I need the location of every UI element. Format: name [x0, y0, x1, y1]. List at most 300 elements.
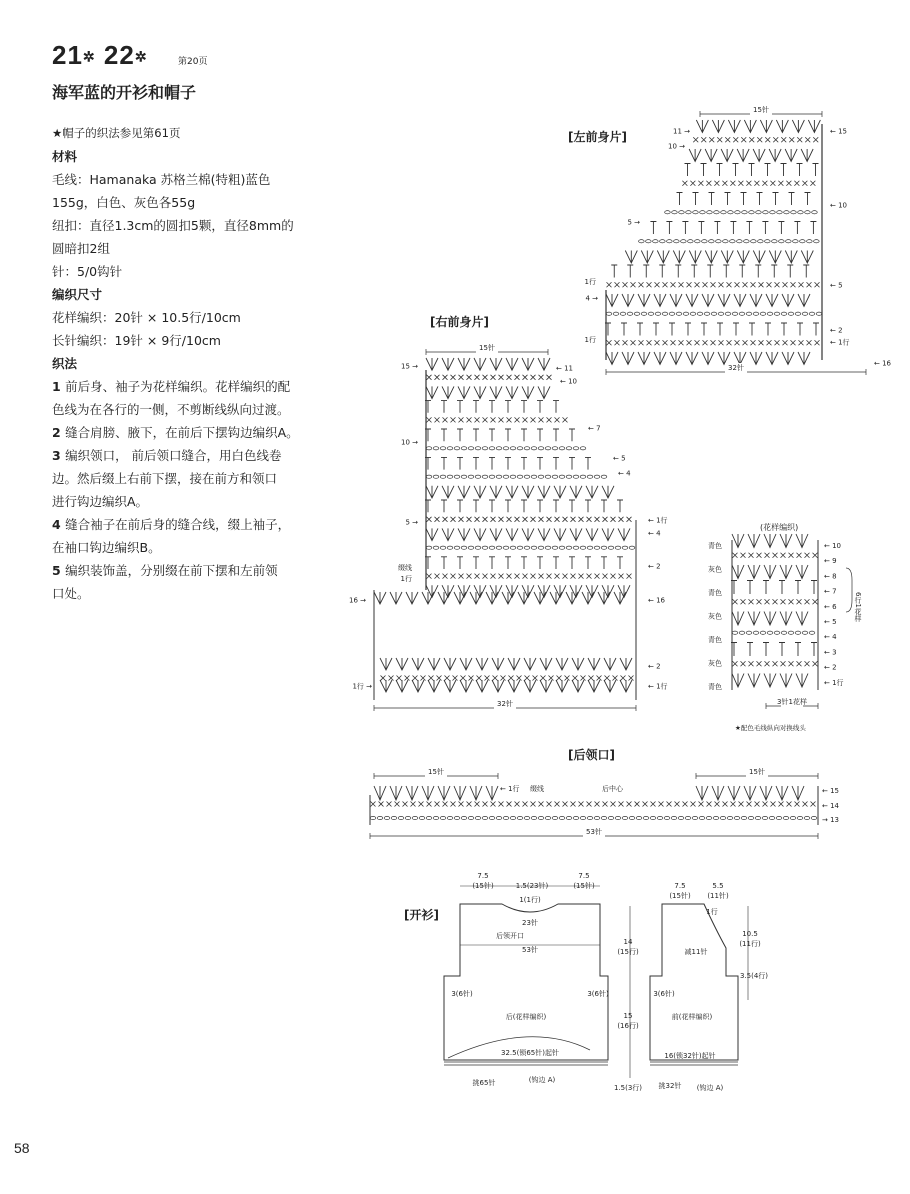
yarn-color-label: 青色	[708, 589, 722, 597]
chain-stitch	[447, 816, 453, 819]
sc-stitch	[547, 574, 552, 579]
sc-stitch	[579, 517, 584, 522]
cardigan-schematic	[444, 872, 768, 1092]
sc-stitch	[587, 802, 592, 807]
chain-stitch	[685, 816, 691, 819]
chain-stitch	[770, 211, 776, 214]
sc-stitch	[643, 802, 648, 807]
sc-stitch	[621, 676, 626, 681]
dc-stitch	[505, 557, 511, 569]
fan-stitch	[705, 251, 717, 264]
dc-stitch	[553, 429, 559, 441]
chain-stitch	[510, 447, 516, 450]
dc-stitch	[813, 164, 819, 177]
sc-stitch	[539, 517, 544, 522]
sc-stitch	[786, 181, 791, 186]
chain-stitch	[461, 475, 467, 478]
sc-stitch	[711, 340, 716, 345]
sc-stitch	[655, 340, 660, 345]
fan-stitch	[702, 352, 714, 365]
sc-stitch	[687, 282, 692, 287]
chain-stitch	[503, 816, 509, 819]
dimension-label: 23针	[522, 919, 538, 927]
sc-stitch	[659, 802, 664, 807]
right-front-title: [右前身片]	[430, 315, 489, 329]
pattern-bottom-width-label: 3针1花样	[777, 698, 807, 706]
sc-stitch	[771, 802, 776, 807]
sc-stitch	[587, 517, 592, 522]
chain-stitch	[433, 816, 439, 819]
chain-stitch	[629, 546, 635, 549]
dimension-label: (15行)	[617, 948, 639, 956]
sc-stitch	[493, 676, 498, 681]
fan-stitch	[522, 486, 534, 498]
sc-stitch	[467, 375, 472, 380]
sc-stitch	[499, 574, 504, 579]
row-number-label: ← 1行	[500, 785, 520, 793]
sc-stitch	[722, 181, 727, 186]
dc-stitch	[521, 557, 527, 569]
chain-stitch	[713, 816, 719, 819]
sc-stitch	[690, 181, 695, 186]
method-heading: 织法	[52, 356, 78, 371]
fan-stitch	[380, 680, 392, 692]
sc-stitch	[751, 282, 756, 287]
chain-stitch	[573, 546, 579, 549]
fan-stitch	[380, 658, 392, 670]
sc-stitch	[549, 676, 554, 681]
dc-stitch	[627, 265, 633, 278]
sc-stitch	[427, 802, 432, 807]
sc-stitch	[727, 282, 732, 287]
sc-stitch	[683, 802, 688, 807]
fan-stitch	[454, 786, 466, 800]
dc-stitch	[787, 265, 793, 278]
chain-stitch	[711, 312, 717, 315]
chain-stitch	[720, 816, 726, 819]
sc-stitch	[435, 417, 440, 422]
sc-stitch	[754, 181, 759, 186]
chain-stitch	[786, 240, 792, 243]
dc-stitch	[733, 164, 739, 177]
fan-stitch	[556, 658, 568, 670]
chain-stitch	[655, 312, 661, 315]
chain-stitch	[489, 816, 495, 819]
back-neck-left-width-label: 15针	[428, 768, 444, 776]
fan-stitch	[602, 486, 614, 498]
sc-stitch	[741, 661, 746, 666]
sc-stitch	[773, 599, 778, 604]
sc-stitch	[746, 181, 751, 186]
row-number-label: 缀线	[530, 785, 544, 793]
fan-stitch	[554, 528, 566, 540]
sc-stitch	[811, 802, 816, 807]
chain-stitch	[728, 211, 734, 214]
dimension-label: 10.5	[742, 930, 758, 938]
sc-stitch	[747, 802, 752, 807]
fan-stitch	[458, 486, 470, 498]
dc-stitch	[797, 323, 803, 336]
dc-stitch	[637, 323, 643, 336]
chain-stitch	[798, 211, 804, 214]
sc-stitch	[623, 340, 628, 345]
chain-stitch	[791, 211, 797, 214]
sc-stitch	[615, 340, 620, 345]
sc-stitch	[603, 574, 608, 579]
sc-stitch	[810, 181, 815, 186]
sc-stitch	[555, 417, 560, 422]
chain-stitch	[744, 240, 750, 243]
chain-stitch	[426, 546, 432, 549]
pattern-number-b: 22	[103, 40, 135, 70]
chain-stitch	[732, 631, 738, 634]
dc-stitch	[701, 164, 707, 177]
yarn-color-label: 青色	[708, 542, 722, 550]
sc-stitch	[733, 137, 738, 142]
sc-stitch	[698, 181, 703, 186]
fan-stitch	[769, 251, 781, 264]
sc-stitch	[765, 137, 770, 142]
dc-stitch	[746, 222, 752, 235]
dimension-label: (16行)	[617, 1022, 639, 1030]
fan-stitch	[760, 786, 772, 800]
fan-stitch	[780, 565, 792, 579]
fan-stitch	[721, 149, 733, 162]
left-front-chart	[585, 105, 892, 375]
fan-stitch	[586, 528, 598, 540]
step-text: 缝合袖子在前后身的缝合线，缀上袖子，	[65, 517, 291, 532]
sc-stitch	[539, 375, 544, 380]
sc-stitch	[443, 802, 448, 807]
sc-stitch	[563, 574, 568, 579]
row-number-label: 1行	[584, 336, 596, 344]
dimension-label: (15针)	[573, 882, 595, 890]
sc-stitch	[723, 802, 728, 807]
chain-stitch	[807, 240, 813, 243]
fan-stitch	[428, 658, 440, 670]
chain-stitch	[622, 816, 628, 819]
fan-stitch	[673, 251, 685, 264]
sc-stitch	[611, 517, 616, 522]
fan-stitch	[442, 528, 454, 540]
chain-stitch	[627, 312, 633, 315]
chain-stitch	[545, 447, 551, 450]
step-text: 在袖口钩边编织B。	[52, 540, 161, 555]
sc-stitch	[615, 282, 620, 287]
chain-stitch	[723, 240, 729, 243]
sc-stitch	[741, 553, 746, 558]
sc-stitch	[443, 517, 448, 522]
dc-stitch	[765, 323, 771, 336]
sc-stitch	[743, 340, 748, 345]
chain-stitch	[475, 816, 481, 819]
chain-stitch	[475, 546, 481, 549]
sc-stitch	[799, 340, 804, 345]
sc-stitch	[762, 181, 767, 186]
sc-stitch	[507, 417, 512, 422]
sc-stitch	[775, 340, 780, 345]
dc-stitch	[779, 581, 785, 595]
chain-stitch	[538, 546, 544, 549]
chain-stitch	[774, 312, 780, 315]
chain-stitch	[496, 475, 502, 478]
chain-stitch	[559, 816, 565, 819]
fan-stitch	[780, 674, 792, 688]
sc-stitch	[709, 137, 714, 142]
chain-stitch	[718, 312, 724, 315]
fan-stitch	[728, 786, 740, 800]
sc-stitch	[791, 282, 796, 287]
fan-stitch	[753, 251, 765, 264]
chain-stitch	[793, 240, 799, 243]
chain-stitch	[601, 816, 607, 819]
sc-stitch	[555, 802, 560, 807]
fan-stitch	[748, 674, 760, 688]
hat-reference: ★帽子的织法参见第61页	[52, 126, 181, 140]
chain-stitch	[742, 211, 748, 214]
fan-stitch	[474, 358, 486, 370]
fan-stitch	[538, 528, 550, 540]
sc-stitch	[539, 574, 544, 579]
chain-stitch	[814, 240, 820, 243]
fan-stitch	[801, 251, 813, 264]
sc-stitch	[733, 599, 738, 604]
sc-stitch	[523, 417, 528, 422]
sc-stitch	[459, 375, 464, 380]
dc-stitch	[723, 265, 729, 278]
fan-stitch	[490, 528, 502, 540]
dc-stitch	[779, 643, 785, 657]
yarn-line-2: 155g，白色、灰色各55g	[52, 195, 196, 210]
sc-stitch	[563, 802, 568, 807]
dc-stitch	[795, 643, 801, 657]
chain-stitch	[398, 816, 404, 819]
sc-stitch	[579, 574, 584, 579]
fan-stitch	[732, 674, 744, 688]
step-number: 2	[52, 425, 66, 440]
pattern-title: (花样编织)	[760, 523, 799, 532]
row-number-label: ← 16	[648, 596, 665, 605]
fan-stitch	[686, 294, 698, 307]
chain-stitch	[482, 546, 488, 549]
chain-stitch	[769, 816, 775, 819]
sc-stitch	[757, 599, 762, 604]
fan-stitch	[696, 786, 708, 800]
chain-stitch	[510, 546, 516, 549]
fan-stitch	[689, 251, 701, 264]
dimension-label: 1.5(23针)	[515, 882, 549, 890]
dc-stitch	[771, 265, 777, 278]
dc-stitch	[553, 401, 559, 413]
sc-stitch	[691, 802, 696, 807]
sc-stitch	[627, 517, 632, 522]
sc-stitch	[783, 282, 788, 287]
fan-stitch	[732, 612, 744, 626]
sc-stitch	[483, 517, 488, 522]
sc-stitch	[531, 802, 536, 807]
step-text: 边。然后缀上右前下摆，接在前方和领口	[52, 471, 278, 486]
fan-stitch	[490, 358, 502, 370]
materials-heading: 材料	[52, 149, 78, 164]
dc-stitch	[763, 581, 769, 595]
fan-stitch	[422, 786, 434, 800]
row-number-label: ← 11	[556, 364, 573, 373]
fan-stitch	[396, 658, 408, 670]
sc-stitch	[571, 574, 576, 579]
sc-stitch	[467, 417, 472, 422]
dc-stitch	[762, 222, 768, 235]
chain-stitch	[795, 631, 801, 634]
sc-stitch	[607, 340, 612, 345]
chain-stitch	[475, 447, 481, 450]
sc-stitch	[717, 137, 722, 142]
chain-stitch	[370, 816, 376, 819]
fan-stitch	[506, 386, 518, 398]
chain-stitch	[524, 546, 530, 549]
row-number-label: 16 →	[349, 596, 366, 605]
row-number-label: ← 4	[824, 633, 837, 642]
dimension-label: 1(1行)	[519, 896, 541, 904]
chain-stitch	[503, 475, 509, 478]
chain-stitch	[440, 816, 446, 819]
sc-stitch	[571, 517, 576, 522]
row-number-label: ← 7	[824, 587, 837, 596]
dc-stitch	[749, 164, 755, 177]
sc-stitch	[813, 553, 818, 558]
chain-stitch	[447, 546, 453, 549]
chain-stitch	[746, 312, 752, 315]
fan-stitch	[654, 352, 666, 365]
chain-stitch	[760, 631, 766, 634]
dc-stitch	[739, 265, 745, 278]
row-number-label: ← 16	[874, 359, 891, 368]
fan-stitch	[734, 352, 746, 365]
chain-stitch	[781, 631, 787, 634]
sc-stitch	[765, 553, 770, 558]
fan-stitch	[486, 786, 498, 800]
fan-stitch	[474, 528, 486, 540]
sc-stitch	[807, 340, 812, 345]
chain-stitch	[748, 816, 754, 819]
fan-stitch	[622, 294, 634, 307]
dc-stitch	[585, 457, 591, 469]
right-front-chart	[349, 343, 668, 711]
sc-stitch	[501, 676, 506, 681]
sc-stitch	[805, 137, 810, 142]
chain-stitch	[440, 546, 446, 549]
dimension-label: 32.5(锁65针)起针	[501, 1049, 559, 1057]
sc-stitch	[775, 282, 780, 287]
chain-stitch	[433, 546, 439, 549]
sc-stitch	[563, 517, 568, 522]
chain-stitch	[559, 546, 565, 549]
sc-stitch	[515, 574, 520, 579]
fan-stitch	[506, 486, 518, 498]
chain-stitch	[517, 546, 523, 549]
sc-stitch	[623, 282, 628, 287]
dc-stitch	[643, 265, 649, 278]
dimension-label: 3(6针)	[653, 990, 675, 998]
row-number-label: 5 →	[627, 218, 640, 227]
pattern-number-a: 21	[52, 40, 83, 70]
sc-stitch	[627, 802, 632, 807]
sc-stitch	[763, 802, 768, 807]
fan-stitch	[732, 534, 744, 548]
fan-stitch	[732, 565, 744, 579]
sc-stitch	[779, 802, 784, 807]
sc-stitch	[499, 802, 504, 807]
sc-stitch	[815, 282, 820, 287]
sc-stitch	[797, 599, 802, 604]
chain-stitch	[755, 816, 761, 819]
sc-stitch	[459, 574, 464, 579]
yarn-color-label: 灰色	[708, 612, 722, 621]
chain-stitch	[763, 211, 769, 214]
sc-stitch	[523, 517, 528, 522]
dc-stitch	[693, 193, 699, 206]
sc-stitch	[459, 802, 464, 807]
sc-stitch	[381, 676, 386, 681]
chain-stitch	[601, 546, 607, 549]
row-number-label: ← 6	[824, 602, 837, 611]
dimension-label: (11针)	[707, 892, 729, 900]
chain-stitch	[629, 816, 635, 819]
sc-stitch	[387, 802, 392, 807]
fan-stitch	[796, 612, 808, 626]
chain-stitch	[676, 312, 682, 315]
sc-stitch	[781, 553, 786, 558]
sc-stitch	[475, 417, 480, 422]
dc-stitch	[505, 429, 511, 441]
body-label: 前(花样编织)	[671, 1013, 713, 1021]
dc-stitch	[698, 222, 704, 235]
chain-stitch	[809, 312, 815, 315]
dc-stitch	[611, 265, 617, 278]
fan-stitch	[618, 528, 630, 540]
chain-stitch	[665, 211, 671, 214]
chain-stitch	[709, 240, 715, 243]
sc-stitch	[523, 802, 528, 807]
chain-stitch	[672, 211, 678, 214]
chain-stitch	[580, 546, 586, 549]
dc-stitch	[725, 193, 731, 206]
sc-stitch	[515, 517, 520, 522]
chain-stitch	[686, 211, 692, 214]
dc-stitch	[810, 222, 816, 235]
row-number-label: ← 9	[824, 557, 837, 566]
chain-stitch	[517, 816, 523, 819]
step-text: 缝合肩膀、腋下，在前后下摆钩边编织A。	[65, 425, 299, 440]
sc-stitch	[733, 553, 738, 558]
fan-stitch	[474, 386, 486, 398]
chain-stitch	[781, 312, 787, 315]
dc-stitch	[682, 222, 688, 235]
sc-stitch	[725, 137, 730, 142]
sc-stitch	[507, 517, 512, 522]
dc-stitch	[811, 643, 817, 657]
fan-stitch	[474, 486, 486, 498]
sc-stitch	[499, 417, 504, 422]
sc-stitch	[451, 802, 456, 807]
chain-stitch	[802, 312, 808, 315]
chain-stitch	[753, 312, 759, 315]
sc-stitch	[427, 517, 432, 522]
chain-stitch	[468, 546, 474, 549]
fan-stitch	[744, 786, 756, 800]
chain-stitch	[721, 211, 727, 214]
fan-stitch	[508, 680, 520, 692]
dimension-label: (11行)	[739, 940, 761, 948]
